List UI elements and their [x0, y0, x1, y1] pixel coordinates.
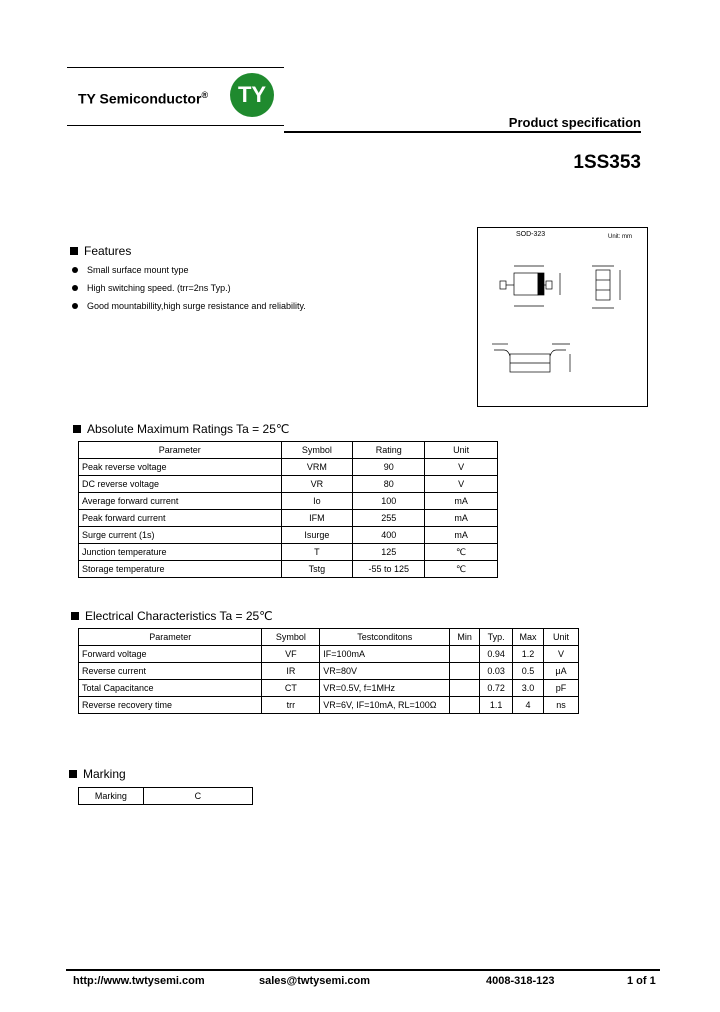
- bullet-dot-icon: [72, 285, 78, 291]
- table-cell: 80: [353, 476, 425, 493]
- abs-max-table: [78, 441, 498, 578]
- table-row: [79, 646, 579, 663]
- table-header-row: [79, 442, 498, 459]
- table-cell: Forward voltage: [79, 646, 262, 663]
- column-header: Parameter: [79, 629, 262, 646]
- marking-value: C: [143, 788, 252, 805]
- table-cell: μA: [544, 663, 579, 680]
- table-cell: Peak forward current: [79, 510, 282, 527]
- package-drawing: [477, 227, 648, 407]
- table-cell: V: [425, 476, 498, 493]
- package-outline-icon: [478, 228, 647, 406]
- table-cell: Junction temperature: [79, 544, 282, 561]
- header-rule-bottom: [67, 125, 284, 126]
- table-cell: VRM: [281, 459, 353, 476]
- table-cell: Total Capacitance: [79, 680, 262, 697]
- table-cell: mA: [425, 527, 498, 544]
- table-cell: CT: [262, 680, 320, 697]
- table-cell: VR=6V, IF=10mA, RL=100Ω: [320, 697, 450, 714]
- elec-heading: Electrical Characteristics Ta = 25℃: [71, 609, 273, 623]
- table-cell: ℃: [425, 544, 498, 561]
- table-cell: Reverse recovery time: [79, 697, 262, 714]
- table-row: [79, 680, 579, 697]
- table-cell: 90: [353, 459, 425, 476]
- marking-label: Marking: [79, 788, 144, 805]
- table-cell: Average forward current: [79, 493, 282, 510]
- table-cell: V: [425, 459, 498, 476]
- table-cell: Surge current (1s): [79, 527, 282, 544]
- package-unit: Unit: mm: [608, 234, 632, 240]
- footer-phone: 4008-318-123: [486, 975, 555, 987]
- table-cell: -55 to 125: [353, 561, 425, 578]
- table-header-row: [79, 629, 579, 646]
- abs-max-heading: Absolute Maximum Ratings Ta = 25℃: [73, 422, 289, 436]
- marking-table: [78, 787, 253, 805]
- table-cell: 400: [353, 527, 425, 544]
- table-cell: Storage temperature: [79, 561, 282, 578]
- column-header: Symbol: [262, 629, 320, 646]
- table-cell: ℃: [425, 561, 498, 578]
- doc-type: Product specification: [508, 115, 641, 130]
- table-cell: 1.2: [513, 646, 544, 663]
- table-cell: 0.03: [480, 663, 513, 680]
- table-cell: VR=0.5V, f=1MHz: [320, 680, 450, 697]
- footer-website-link[interactable]: http://www.twtysemi.com: [73, 975, 205, 987]
- table-cell: DC reverse voltage: [79, 476, 282, 493]
- table-cell: 1.1: [480, 697, 513, 714]
- table-cell: V: [544, 646, 579, 663]
- table-cell: 125: [353, 544, 425, 561]
- column-header: Max: [513, 629, 544, 646]
- footer-email-link[interactable]: sales@twtysemi.com: [259, 975, 370, 987]
- column-header: Unit: [544, 629, 579, 646]
- table-cell: pF: [544, 680, 579, 697]
- table-cell: mA: [425, 493, 498, 510]
- table-cell: VF: [262, 646, 320, 663]
- table-row: [79, 544, 498, 561]
- table-cell: IR: [262, 663, 320, 680]
- column-header: Typ.: [480, 629, 513, 646]
- table-cell: IF=100mA: [320, 646, 450, 663]
- table-cell: Io: [281, 493, 353, 510]
- table-row: [79, 459, 498, 476]
- table-cell: 3.0: [513, 680, 544, 697]
- table-row: [79, 788, 253, 805]
- table-cell: [450, 646, 480, 663]
- table-cell: 0.5: [513, 663, 544, 680]
- table-row: [79, 527, 498, 544]
- table-row: [79, 561, 498, 578]
- table-cell: 255: [353, 510, 425, 527]
- table-cell: [450, 697, 480, 714]
- table-cell: Reverse current: [79, 663, 262, 680]
- header-rule-top: [67, 67, 284, 68]
- table-cell: 4: [513, 697, 544, 714]
- features-heading: Features: [70, 244, 131, 258]
- column-header: Symbol: [281, 442, 353, 459]
- footer-rule: [66, 969, 660, 971]
- feature-item: High switching speed. (trr=2ns Typ.): [72, 283, 231, 293]
- table-cell: 0.94: [480, 646, 513, 663]
- table-cell: [450, 663, 480, 680]
- feature-item: Small surface mount type: [72, 265, 189, 275]
- title-rule: [284, 131, 641, 133]
- table-row: [79, 476, 498, 493]
- table-cell: T: [281, 544, 353, 561]
- bullet-square-icon: [71, 612, 79, 620]
- part-number: 1SS353: [573, 152, 641, 173]
- column-header: Min: [450, 629, 480, 646]
- bullet-dot-icon: [72, 303, 78, 309]
- bullet-square-icon: [73, 425, 81, 433]
- table-cell: ns: [544, 697, 579, 714]
- bullet-square-icon: [69, 770, 77, 778]
- column-header: Testconditons: [320, 629, 450, 646]
- table-row: [79, 493, 498, 510]
- bullet-dot-icon: [72, 267, 78, 273]
- company-name: TY Semiconductor®: [78, 90, 209, 107]
- column-header: Unit: [425, 442, 498, 459]
- table-cell: Peak reverse voltage: [79, 459, 282, 476]
- table-cell: IFM: [281, 510, 353, 527]
- feature-item: Good mountabillity,high surge resistance and reliability.: [72, 301, 306, 311]
- table-row: [79, 697, 579, 714]
- column-header: Rating: [353, 442, 425, 459]
- column-header: Parameter: [79, 442, 282, 459]
- table-cell: VR=80V: [320, 663, 450, 680]
- table-row: [79, 510, 498, 527]
- package-name: SOD-323: [516, 231, 546, 238]
- table-row: [79, 663, 579, 680]
- table-cell: mA: [425, 510, 498, 527]
- table-cell: 0.72: [480, 680, 513, 697]
- table-cell: Isurge: [281, 527, 353, 544]
- page-number: 1 of 1: [627, 975, 656, 987]
- elec-table: [78, 628, 579, 714]
- bullet-square-icon: [70, 247, 78, 255]
- table-cell: 100: [353, 493, 425, 510]
- marking-heading: Marking: [69, 767, 126, 781]
- table-cell: VR: [281, 476, 353, 493]
- table-cell: trr: [262, 697, 320, 714]
- table-cell: [450, 680, 480, 697]
- table-cell: Tstg: [281, 561, 353, 578]
- company-logo: TY: [230, 73, 274, 117]
